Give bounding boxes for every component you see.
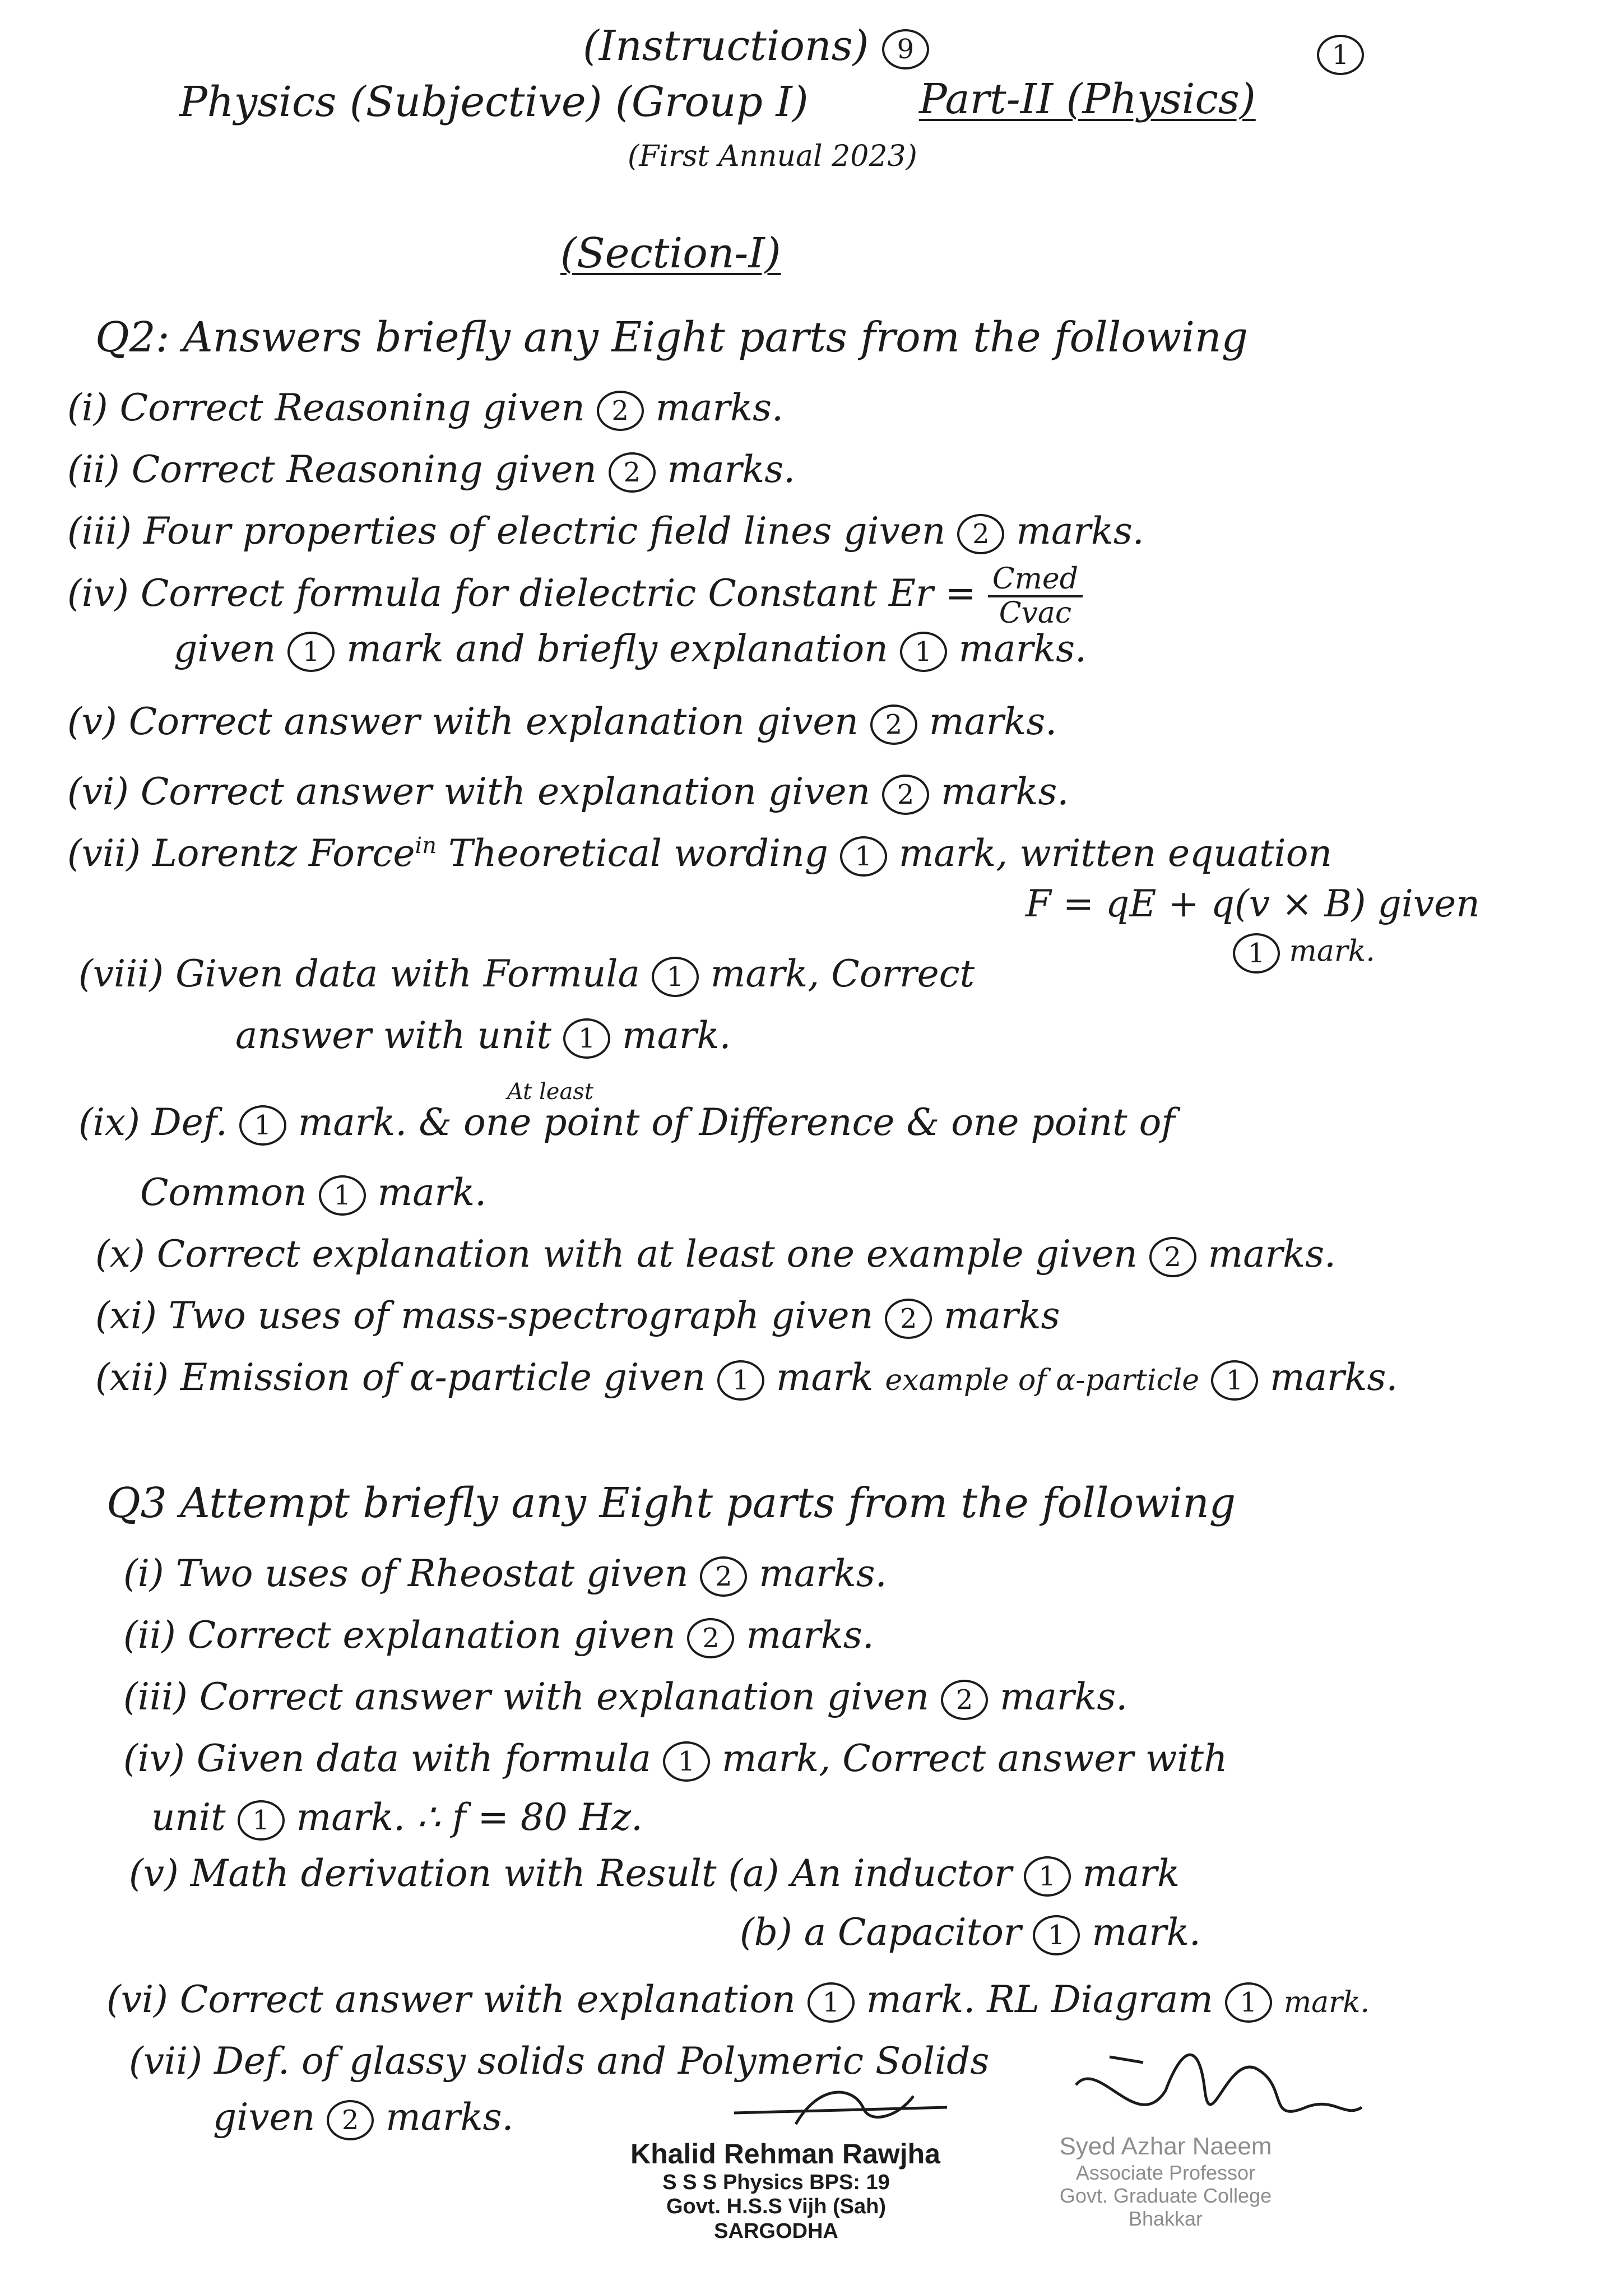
q3-item-iii: (iii) Correct answer with explanation given 2 marks. [123, 1676, 1127, 1720]
q2-item-vii: (vii) Lorentz Force$^{in}$ Theoretical wording 1 mark, written equation [67, 832, 1332, 877]
q2-item-vii-mark: 1 mark. [1233, 933, 1375, 974]
q2-item-xi: (xi) Two uses of mass-spectrograph given 2 marks [95, 1295, 1060, 1339]
q3-item-vii-cont: given 2 marks. [213, 2096, 514, 2140]
q2-item-x: (x) Correct explanation with at least one example given 2 marks. [95, 1233, 1336, 1277]
q2-item-ix: (ix) Def. 1 mark. & one point of Difference & one point of [78, 1101, 1175, 1146]
q3-item-i: (i) Two uses of Rheostat given 2 marks. [123, 1552, 887, 1597]
q2-item-iv: (iv) Correct formula for dielectric Constant Er = $\frac{\text{Cmed}}{\text{Cvac}}$ [67, 563, 1083, 629]
q2-item-ii: (ii) Correct Reasoning given 2 marks. [67, 448, 795, 493]
q2-item-vii-eq: F = qE + q(v × B) given [1026, 882, 1480, 925]
left-stamp: Khalid Rehman Rawjha S S S Physics BPS: 19 Govt. H.S.S Vijh (Sah) SARGODHA [630, 2138, 940, 2243]
q2-item-xii: (xii) Emission of α-particle given 1 mark example of α-particle 1 marks. [95, 1356, 1398, 1401]
q3-item-iv: (iv) Given data with formula 1 mark, Correct answer with [123, 1737, 1228, 1782]
q2-item-iv-cont: given 1 mark and briefly explanation 1 marks. [174, 628, 1087, 672]
right-stamp: Syed Azhar Naeem Associate Professor Govt. Graduate College Bhakkar [1059, 2133, 1272, 2231]
section-heading: (Section-I) [560, 229, 781, 277]
instructions-number: 9 [882, 29, 929, 69]
q2-heading: Q2: Answers briefly any Eight parts from the following [95, 313, 1248, 361]
dielectric-fraction: $\frac{\text{Cmed}}{\text{Cvac}}$ [988, 563, 1083, 629]
q2-item-viii: (viii) Given data with Formula 1 mark, Correct [78, 953, 975, 997]
q2-item-iii: (iii) Four properties of electric field lines given 2 marks. [67, 510, 1144, 554]
q2-item-v: (v) Correct answer with explanation given 2 marks. [67, 701, 1057, 745]
left-signature [729, 2074, 953, 2135]
q3-item-v-b: (b) a Capacitor 1 mark. [740, 1911, 1201, 1955]
q3-heading: Q3 Attempt briefly any Eight parts from the following [106, 1479, 1236, 1527]
page-number: 1 [1317, 31, 1364, 75]
q2-item-viii-cont: answer with unit 1 mark. [235, 1014, 731, 1059]
title-left: Physics (Subjective) (Group I) [179, 78, 809, 126]
q2-item-i: (i) Correct Reasoning given 2 marks. [67, 387, 783, 431]
session-label: (First Annual 2023) [628, 140, 917, 173]
q3-item-ii: (ii) Correct explanation given 2 marks. [123, 1614, 874, 1658]
q3-item-iv-cont: unit 1 mark. ∴ f = 80 Hz. [151, 1796, 643, 1841]
q2-item-ix-note: At least [507, 1079, 593, 1105]
q2-item-vi: (vi) Correct answer with explanation given 2 marks. [67, 771, 1069, 815]
q2-item-ix-cont: Common 1 mark. [140, 1171, 486, 1216]
instructions-label: (Instructions) 9 [583, 22, 929, 70]
q3-item-vi: (vi) Correct answer with explanation 1 mark. RL Diagram 1 mark. [106, 1978, 1370, 2023]
title-right: Part-II (Physics) [919, 75, 1256, 123]
q3-item-v: (v) Math derivation with Result (a) An inductor 1 mark [129, 1852, 1180, 1897]
q3-item-vii: (vii) Def. of glassy solids and Polymeric Solids [129, 2040, 990, 2083]
right-signature [1054, 2023, 1367, 2147]
